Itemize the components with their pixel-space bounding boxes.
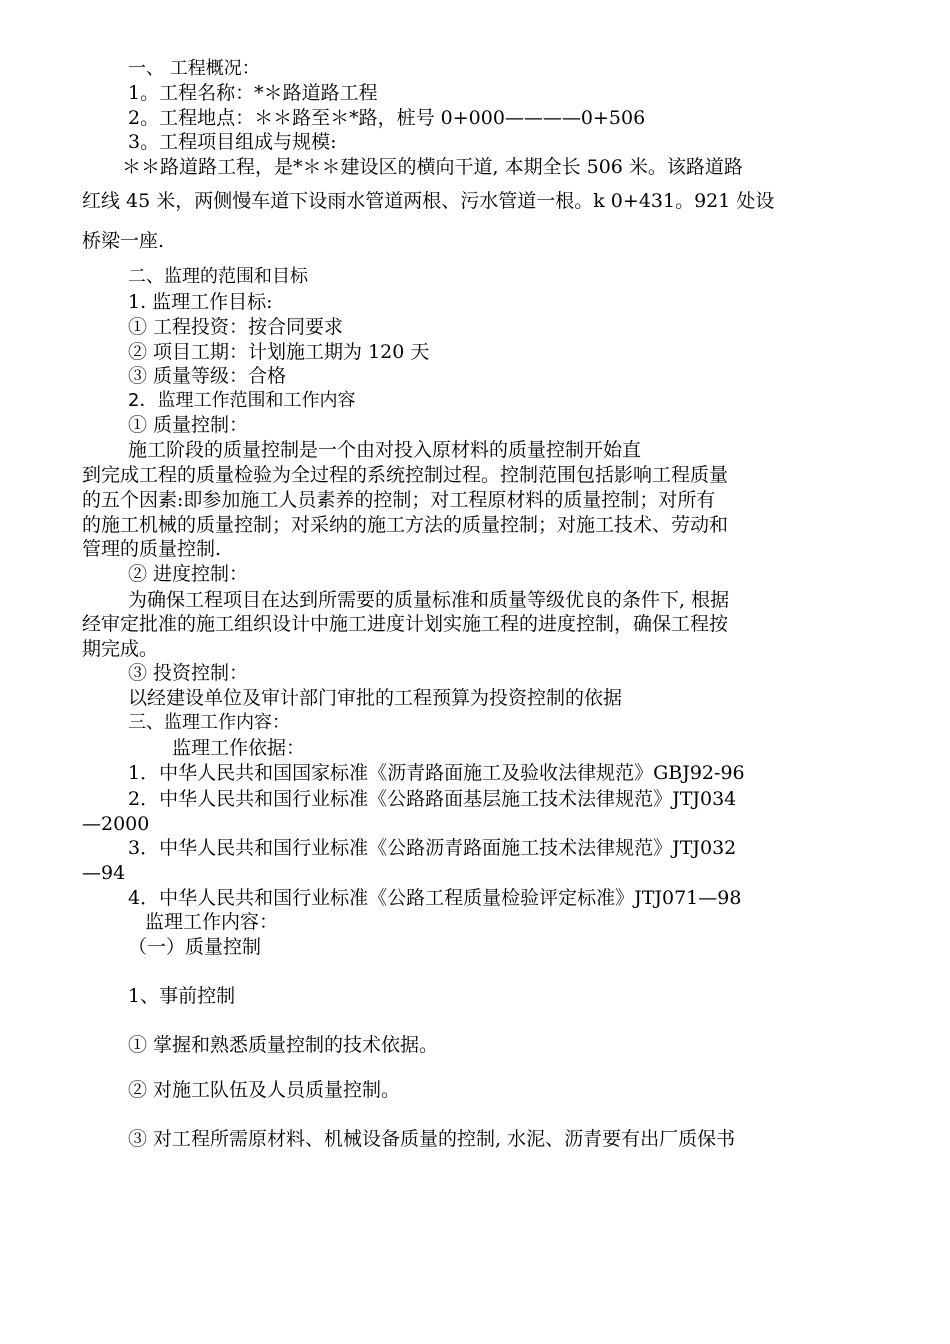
- standard-line: —94: [82, 862, 126, 884]
- section-heading-content: 三、监理工作内容：: [128, 712, 290, 733]
- standard-line: 3．中华人民共和国行业标准《公路沥青路面施工技术法律规范》JTJ032: [128, 837, 737, 859]
- schedule-control-line: 期完成。: [82, 638, 159, 660]
- schedule-control-line: 经审定批准的施工组织设计中施工进度计划实施工程的进度控制，确保工程按: [82, 613, 729, 635]
- goal-item: ① 工程投资：按合同要求: [128, 316, 344, 338]
- project-description-line: ＊＊路道路工程，是*＊＊建设区的横向干道, 本期全长 506 米。该路道路: [122, 156, 743, 178]
- project-name: 1。工程名称：*＊路道路工程: [128, 82, 378, 104]
- quality-control-section-title: （一）质量控制: [128, 936, 262, 958]
- quality-control-line: 的施工机械的质量控制；对采纳的施工方法的质量控制；对施工技术、劳动和: [82, 514, 729, 536]
- standard-line: 4．中华人民共和国行业标准《公路工程质量检验评定标准》JTJ071—98: [128, 887, 742, 909]
- schedule-control-title: ② 进度控制：: [128, 563, 249, 585]
- schedule-control-line: 为确保工程项目在达到所需要的质量标准和质量等级优良的条件下, 根据: [128, 589, 730, 611]
- project-description-line: 红线 45 米，两侧慢车道下设雨水管道两根、污水管道一根。k 0+431。921 处设: [82, 190, 775, 212]
- standard-line: 1．中华人民共和国国家标准《沥青路面施工及验收法律规范》GBJ92-96: [128, 762, 745, 784]
- section-heading-overview: 一、 工程概况：: [128, 58, 260, 79]
- quality-control-title: ① 质量控制：: [128, 414, 249, 436]
- investment-control-title: ③ 投资控制：: [128, 662, 249, 684]
- goal-item: ③ 质量等级：合格: [128, 365, 287, 387]
- project-description-line: 桥梁一座.: [82, 230, 165, 252]
- standard-line: —2000: [82, 813, 150, 835]
- pre-control-item: ① 掌握和熟悉质量控制的技术依据。: [128, 1034, 439, 1056]
- scope-title: 2．监理工作范围和工作内容: [128, 390, 356, 411]
- quality-control-line: 到完成工程的质量检验为全过程的系统控制过程。控制范围包括影响工程质量: [82, 464, 729, 486]
- project-location: 2。工程地点：＊＊路至＊*路，桩号 0+000————0+506: [128, 107, 646, 129]
- pre-control-item: ② 对施工队伍及人员质量控制。: [128, 1079, 401, 1101]
- standard-line: 2．中华人民共和国行业标准《公路路面基层施工技术法律规范》JTJ034: [128, 788, 737, 810]
- goal-item: ② 项目工期：计划施工期为 120 天: [128, 341, 430, 363]
- content-title: 监理工作内容：: [145, 911, 279, 933]
- goal-title: 1. 监理工作目标:: [128, 291, 273, 313]
- pre-control-item: ③ 对工程所需原材料、机械设备质量的控制, 水泥、沥青要有出厂质保书: [128, 1128, 736, 1150]
- project-scale-title: 3。工程项目组成与规模:: [128, 131, 337, 153]
- basis-title: 监理工作依据：: [172, 737, 306, 759]
- pre-control-title: 1、事前控制: [128, 985, 236, 1007]
- quality-control-line: 的五个因素:即参加施工人员素养的控制；对工程原材料的质量控制；对所有: [82, 489, 716, 511]
- investment-control-line: 以经建设单位及审计部门审批的工程预算为投资控制的依据: [128, 687, 623, 709]
- quality-control-line: 施工阶段的质量控制是一个由对投入原材料的质量控制开始直: [128, 439, 642, 461]
- section-heading-scope: 二、监理的范围和目标: [128, 266, 308, 287]
- quality-control-line: 管理的质量控制.: [82, 538, 222, 560]
